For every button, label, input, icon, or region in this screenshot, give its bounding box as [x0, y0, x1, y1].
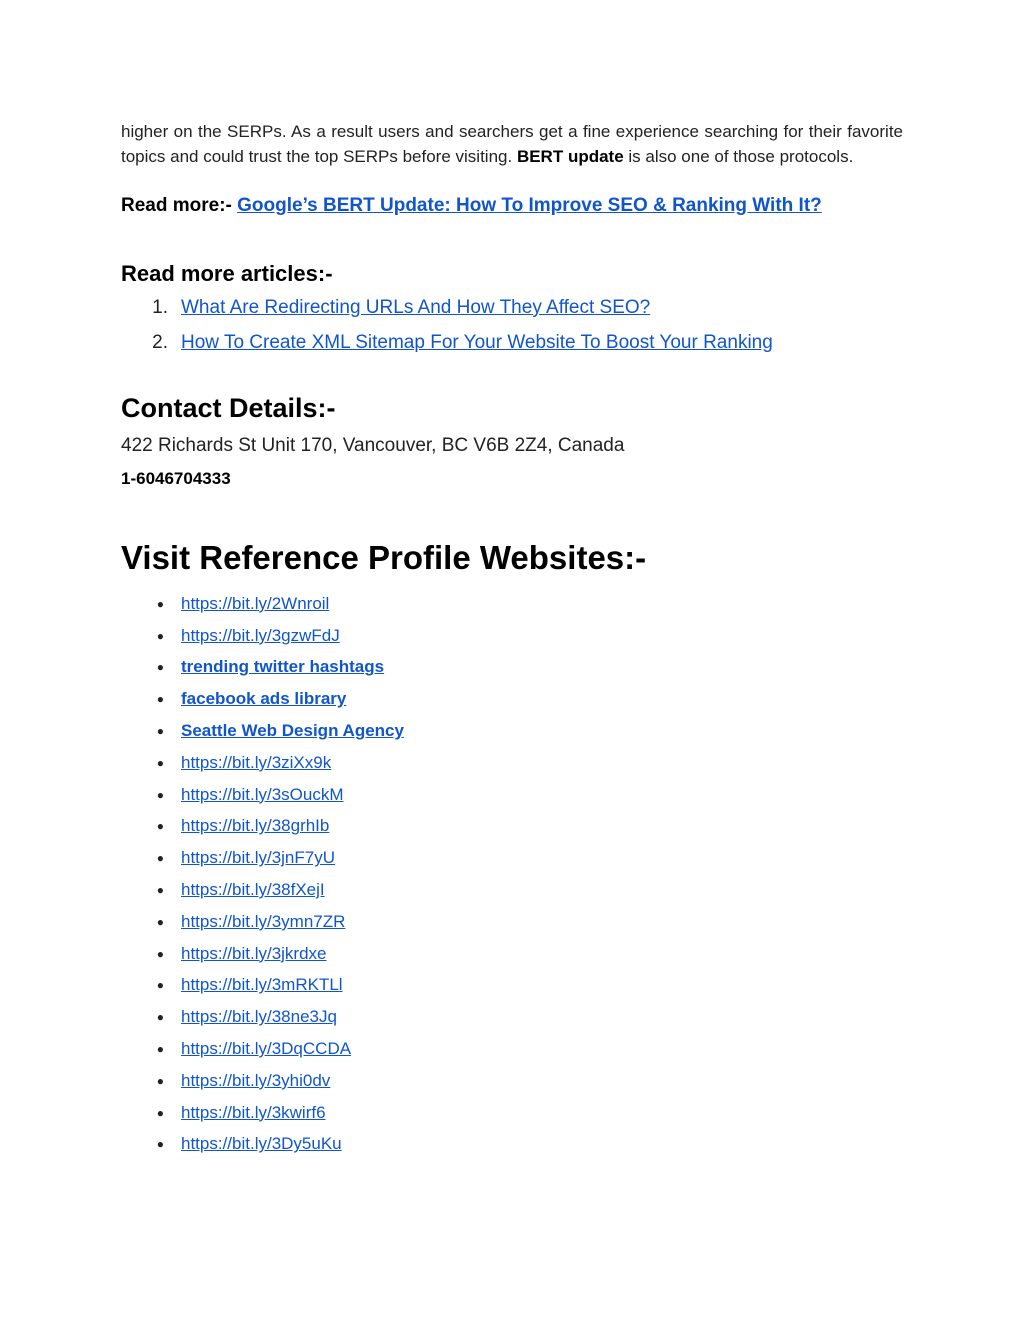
reference-list-item — [121, 779, 903, 811]
reference-link[interactable]: https://bit.ly/3Dy5uKu — [181, 1134, 342, 1154]
reference-list-item — [121, 1065, 903, 1097]
article-list-item — [121, 325, 903, 360]
article-link[interactable]: What Are Redirecting URLs And How They Affect SEO? — [181, 297, 651, 318]
reference-link[interactable]: https://bit.ly/38ne3Jq — [181, 1007, 337, 1027]
bullet-icon: ● — [156, 724, 164, 739]
bullet-icon: ● — [156, 1073, 164, 1088]
bullet-icon: ● — [156, 787, 164, 802]
reference-link[interactable]: https://bit.ly/3gzwFdJ — [181, 625, 340, 645]
list-number: 1. — [152, 297, 168, 318]
reference-list-item — [121, 906, 903, 938]
intro-bold-term: BERT update — [516, 146, 624, 166]
bullet-icon: ● — [156, 851, 164, 866]
contact-heading: Contact Details:- — [121, 393, 336, 423]
reference-link[interactable]: Seattle Web Design Agency — [181, 721, 404, 741]
bullet-icon: ● — [156, 1105, 164, 1120]
reference-list-item — [121, 747, 903, 779]
reference-list-item — [121, 620, 903, 652]
read-more-label: Read more:- — [121, 195, 238, 216]
reference-link[interactable]: https://bit.ly/3DqCCDA — [181, 1039, 352, 1059]
reference-link[interactable]: https://bit.ly/3sOuckM — [181, 784, 344, 804]
reference-list-item — [121, 715, 903, 747]
reference-link[interactable]: https://bit.ly/3kwirf6 — [181, 1102, 326, 1122]
reference-list-item — [121, 842, 903, 874]
reference-link[interactable]: https://bit.ly/3yhi0dv — [181, 1070, 331, 1090]
reference-list-item — [121, 683, 903, 715]
bullet-icon: ● — [156, 819, 164, 834]
contact-phone: 1-6046704333 — [121, 469, 231, 488]
bullet-icon: ● — [156, 1137, 164, 1152]
reference-link[interactable]: https://bit.ly/38grhIb — [181, 816, 330, 836]
reference-link[interactable]: https://bit.ly/3jkrdxe — [181, 943, 327, 963]
article-link[interactable]: How To Create XML Sitemap For Your Website To Boost Your Ranking — [181, 332, 773, 353]
reference-list-item — [121, 1129, 903, 1161]
reference-list-item — [121, 1097, 903, 1129]
bullet-icon: ● — [156, 883, 164, 898]
reference-link[interactable]: https://bit.ly/3mRKTLl — [181, 975, 343, 995]
reference-link[interactable]: https://bit.ly/38fXejI — [181, 880, 325, 900]
bullet-icon: ● — [156, 1010, 164, 1025]
bullet-icon: ● — [156, 660, 164, 675]
reference-link[interactable]: https://bit.ly/3ymn7ZR — [181, 911, 346, 931]
articles-list — [121, 290, 903, 360]
reference-list-item — [121, 588, 903, 620]
contact-address: 422 Richards St Unit 170, Vancouver, BC V6B 2Z4, Canada — [121, 435, 625, 456]
reference-link[interactable]: https://bit.ly/2Wnroil — [181, 593, 330, 613]
read-more-line — [121, 194, 903, 218]
bullet-icon: ● — [156, 914, 164, 929]
reference-link[interactable]: https://bit.ly/3jnF7yU — [181, 848, 336, 868]
reference-list-item — [121, 1033, 903, 1065]
reference-link[interactable]: trending twitter hashtags — [181, 657, 385, 677]
reference-list-item — [121, 938, 903, 970]
list-number: 2. — [152, 332, 168, 353]
references-list — [121, 588, 903, 1160]
reference-list-item — [121, 874, 903, 906]
intro-text-before: higher on the SERPs. As a result users and searchers get a fine experience searching for their favorite topics and could trust the top SERPs before visiting. — [121, 122, 903, 166]
bullet-icon: ● — [156, 978, 164, 993]
bullet-icon: ● — [156, 755, 164, 770]
article-list-item — [121, 290, 903, 325]
bullet-icon: ● — [156, 946, 164, 961]
articles-heading: Read more articles:- — [121, 261, 333, 286]
bullet-icon: ● — [156, 596, 164, 611]
reference-list-item — [121, 811, 903, 843]
bullet-icon: ● — [156, 1042, 164, 1057]
reference-list-item — [121, 970, 903, 1002]
reference-list-item — [121, 652, 903, 684]
intro-paragraph — [121, 120, 903, 169]
document-content — [121, 120, 903, 1160]
bullet-icon: ● — [156, 692, 164, 707]
bullet-icon: ● — [156, 628, 164, 643]
reference-link[interactable]: https://bit.ly/3ziXx9k — [181, 752, 332, 772]
intro-text-after: is also one of those protocols. — [623, 146, 854, 166]
reference-list-item — [121, 1001, 903, 1033]
references-heading: Visit Reference Profile Websites:- — [121, 539, 647, 576]
reference-link[interactable]: facebook ads library — [181, 689, 347, 709]
read-more-link[interactable]: Google’s BERT Update: How To Improve SEO & Ranking With It? — [237, 195, 822, 216]
